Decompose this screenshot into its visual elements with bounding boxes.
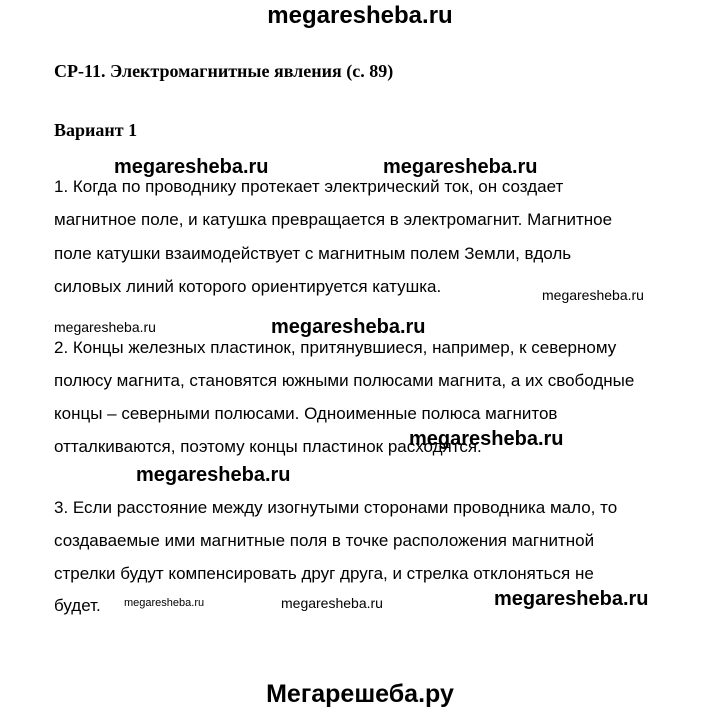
paragraph-3-line: стрелки будут компенсировать друг друга, и стрелка отклоняться не bbox=[54, 564, 594, 583]
paragraph-1-line: магнитное поле, и катушка превращается в электромагнит. Магнитное bbox=[54, 210, 613, 229]
page-title: СР-11. Электромагнитные явления (с. 89) bbox=[54, 61, 394, 81]
watermark: megaresheba.ru bbox=[409, 428, 564, 450]
watermark: megaresheba.ru bbox=[281, 595, 383, 611]
watermark: megaresheba.ru bbox=[271, 316, 426, 338]
watermark: megaresheba.ru bbox=[136, 464, 291, 486]
paragraph-1-line: 1. Когда по проводнику протекает электрический ток, он создает bbox=[54, 177, 564, 196]
paragraph-2-line: концы – северными полюсами. Одноименные полюса магнитов bbox=[54, 404, 558, 423]
paragraph-2-line: отталкиваются, поэтому концы пластинок расходятся. bbox=[54, 437, 482, 456]
watermark: megaresheba.ru bbox=[542, 287, 644, 303]
paragraph-3-line: создаваемые ими магнитные поля в точке расположения магнитной bbox=[54, 531, 595, 550]
watermark: megaresheba.ru bbox=[124, 597, 205, 609]
watermark: megaresheba.ru bbox=[383, 156, 538, 178]
watermark: megaresheba.ru bbox=[114, 156, 269, 178]
paragraph-2-line: 2. Концы железных пластинок, притянувшиеся, например, к северному bbox=[54, 338, 617, 357]
variant-heading: Вариант 1 bbox=[54, 120, 138, 140]
paragraph-3-line: 3. Если расстояние между изогнутыми сторонами проводника мало, то bbox=[54, 498, 618, 517]
site-footer: Мегарешеба.ру bbox=[266, 680, 454, 708]
watermark: megaresheba.ru bbox=[494, 588, 649, 610]
paragraph-2-line: полюсу магнита, становятся южными полюсами магнита, а их свободные bbox=[54, 371, 635, 390]
site-header: megaresheba.ru bbox=[267, 2, 453, 29]
paragraph-1-line: силовых линий которого ориентируется катушка. bbox=[54, 277, 442, 296]
paragraph-3-line: будет. bbox=[54, 596, 101, 615]
paragraph-1-line: поле катушки взаимодействует с магнитным полем Земли, вдоль bbox=[54, 244, 572, 263]
watermark: megaresheba.ru bbox=[54, 319, 156, 335]
